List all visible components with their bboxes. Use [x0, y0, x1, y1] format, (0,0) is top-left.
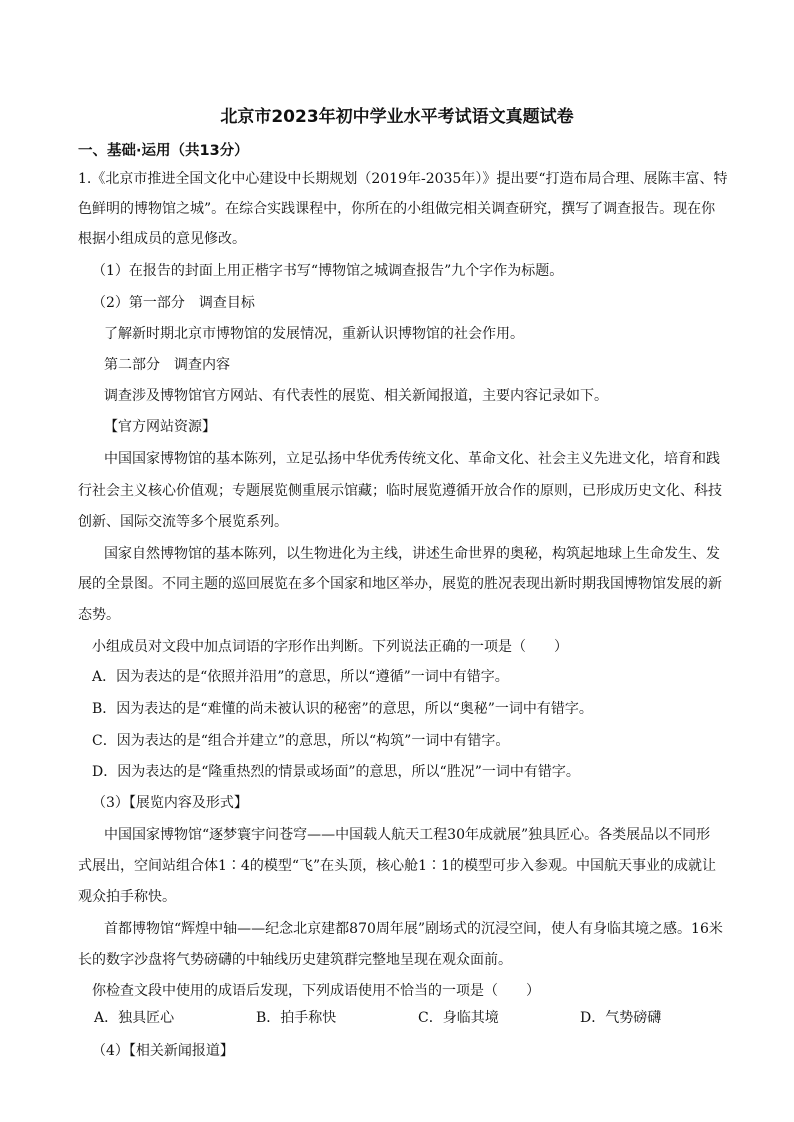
- question-stem: 小组成员对文段中加点词语的字形作出判断。下列说法正确的一项是（ ）: [92, 639, 568, 655]
- paragraph-line: 色鲜明的博物馆之城”。在综合实践课程中，你所在的小组做完相关调查研究，撰写了调查报告。现在你: [78, 201, 716, 217]
- question-stem: 你检查文段中使用的成语后发现，下列成语使用不恰当的一项是（ ）: [92, 983, 540, 999]
- paragraph-line: 【官方网站资源】: [104, 419, 216, 435]
- paragraph-line: 第二部分 调查内容: [104, 357, 230, 373]
- paragraph-line: 首都博物馆“辉煌中轴——纪念北京建都870周年展”剧场式的沉浸空间，使人有身临其境之感。16米: [104, 921, 723, 937]
- option-d: D．气势磅礴: [580, 1010, 662, 1026]
- paragraph-line: 根据小组成员的意见修改。: [78, 231, 246, 247]
- paragraph-line: （2）第一部分 调查目标: [92, 295, 255, 311]
- answer-option: D．因为表达的是“隆重热烈的情景或场面”的意思，所以“胜况”一词中有错字。: [92, 764, 580, 780]
- paragraph-line: 长的数字沙盘将气势磅礴的中轴线历史建筑群完整地呈现在观众面前。: [78, 952, 512, 968]
- paragraph-line: 国家自然博物馆的基本陈列，以生物进化为主线，讲述生命世界的奥秘，构筑起地球上生命发生、发: [104, 546, 720, 562]
- paragraph-line: 观众拍手称快。: [78, 889, 176, 905]
- page-title: 北京市2023年初中学业水平考试语文真题试卷: [220, 107, 574, 127]
- subsection-heading: （4）【相关新闻报道】: [92, 1043, 234, 1059]
- paragraph-line: 1.《北京市推进全国文化中心建设中长期规划（2019年-2035年）》提出要“打造布局合理、展陈丰富、特: [78, 171, 728, 187]
- paragraph-line: 中国国家博物馆的基本陈列，立足弘扬中华优秀传统文化、革命文化、社会主义先进文化，培育和践: [104, 451, 720, 467]
- paragraph-line: 展的全景图。不同主题的巡回展览在多个国家和地区举办，展览的胜况表现出新时期我国博物馆发展的新: [78, 576, 722, 592]
- paragraph-line: 创新、国际交流等多个展览系列。: [78, 514, 288, 530]
- section-heading: 一、基础·运用（共13分）: [78, 143, 249, 159]
- paragraph-line: 中国国家博物馆“逐梦寰宇问苍穹——中国载人航天工程30年成就展”独具匠心。各类展品以不同形: [104, 827, 711, 843]
- paragraph-line: 行社会主义核心价值观；专题展览侧重展示馆藏；临时展览遵循开放合作的原则，已形成历史文化、科技: [78, 483, 722, 499]
- paragraph-line: 了解新时期北京市博物馆的发展情况，重新认识博物馆的社会作用。: [104, 326, 524, 342]
- option-a: A．独具匠心: [94, 1010, 175, 1026]
- subsection-heading: （3）【展览内容及形式】: [92, 795, 248, 811]
- paragraph-line: （1）在报告的封面上用正楷字书写“博物馆之城调查报告”九个字作为标题。: [92, 263, 564, 279]
- answer-option: A．因为表达的是“依照并沿用”的意思，所以“遵循”一词中有错字。: [92, 669, 509, 685]
- paragraph-line: 态势。: [78, 607, 120, 623]
- answer-option: B．因为表达的是“难懂的尚未被认识的秘密”的意思，所以“奥秘”一词中有错字。: [92, 701, 593, 717]
- option-b: B．拍手称快: [256, 1010, 337, 1026]
- paragraph-line: 式展出，空间站组合体1∶4的模型“飞”在头顶，核心舱1∶1的模型可步入参观。中国航天事业的成就让: [78, 858, 716, 874]
- answer-option: C．因为表达的是“组合并建立”的意思，所以“构筑”一词中有错字。: [92, 733, 510, 749]
- option-c: C．身临其境: [418, 1010, 499, 1026]
- paragraph-line: 调查涉及博物馆官方网站、有代表性的展览、相关新闻报道，主要内容记录如下。: [104, 388, 608, 404]
